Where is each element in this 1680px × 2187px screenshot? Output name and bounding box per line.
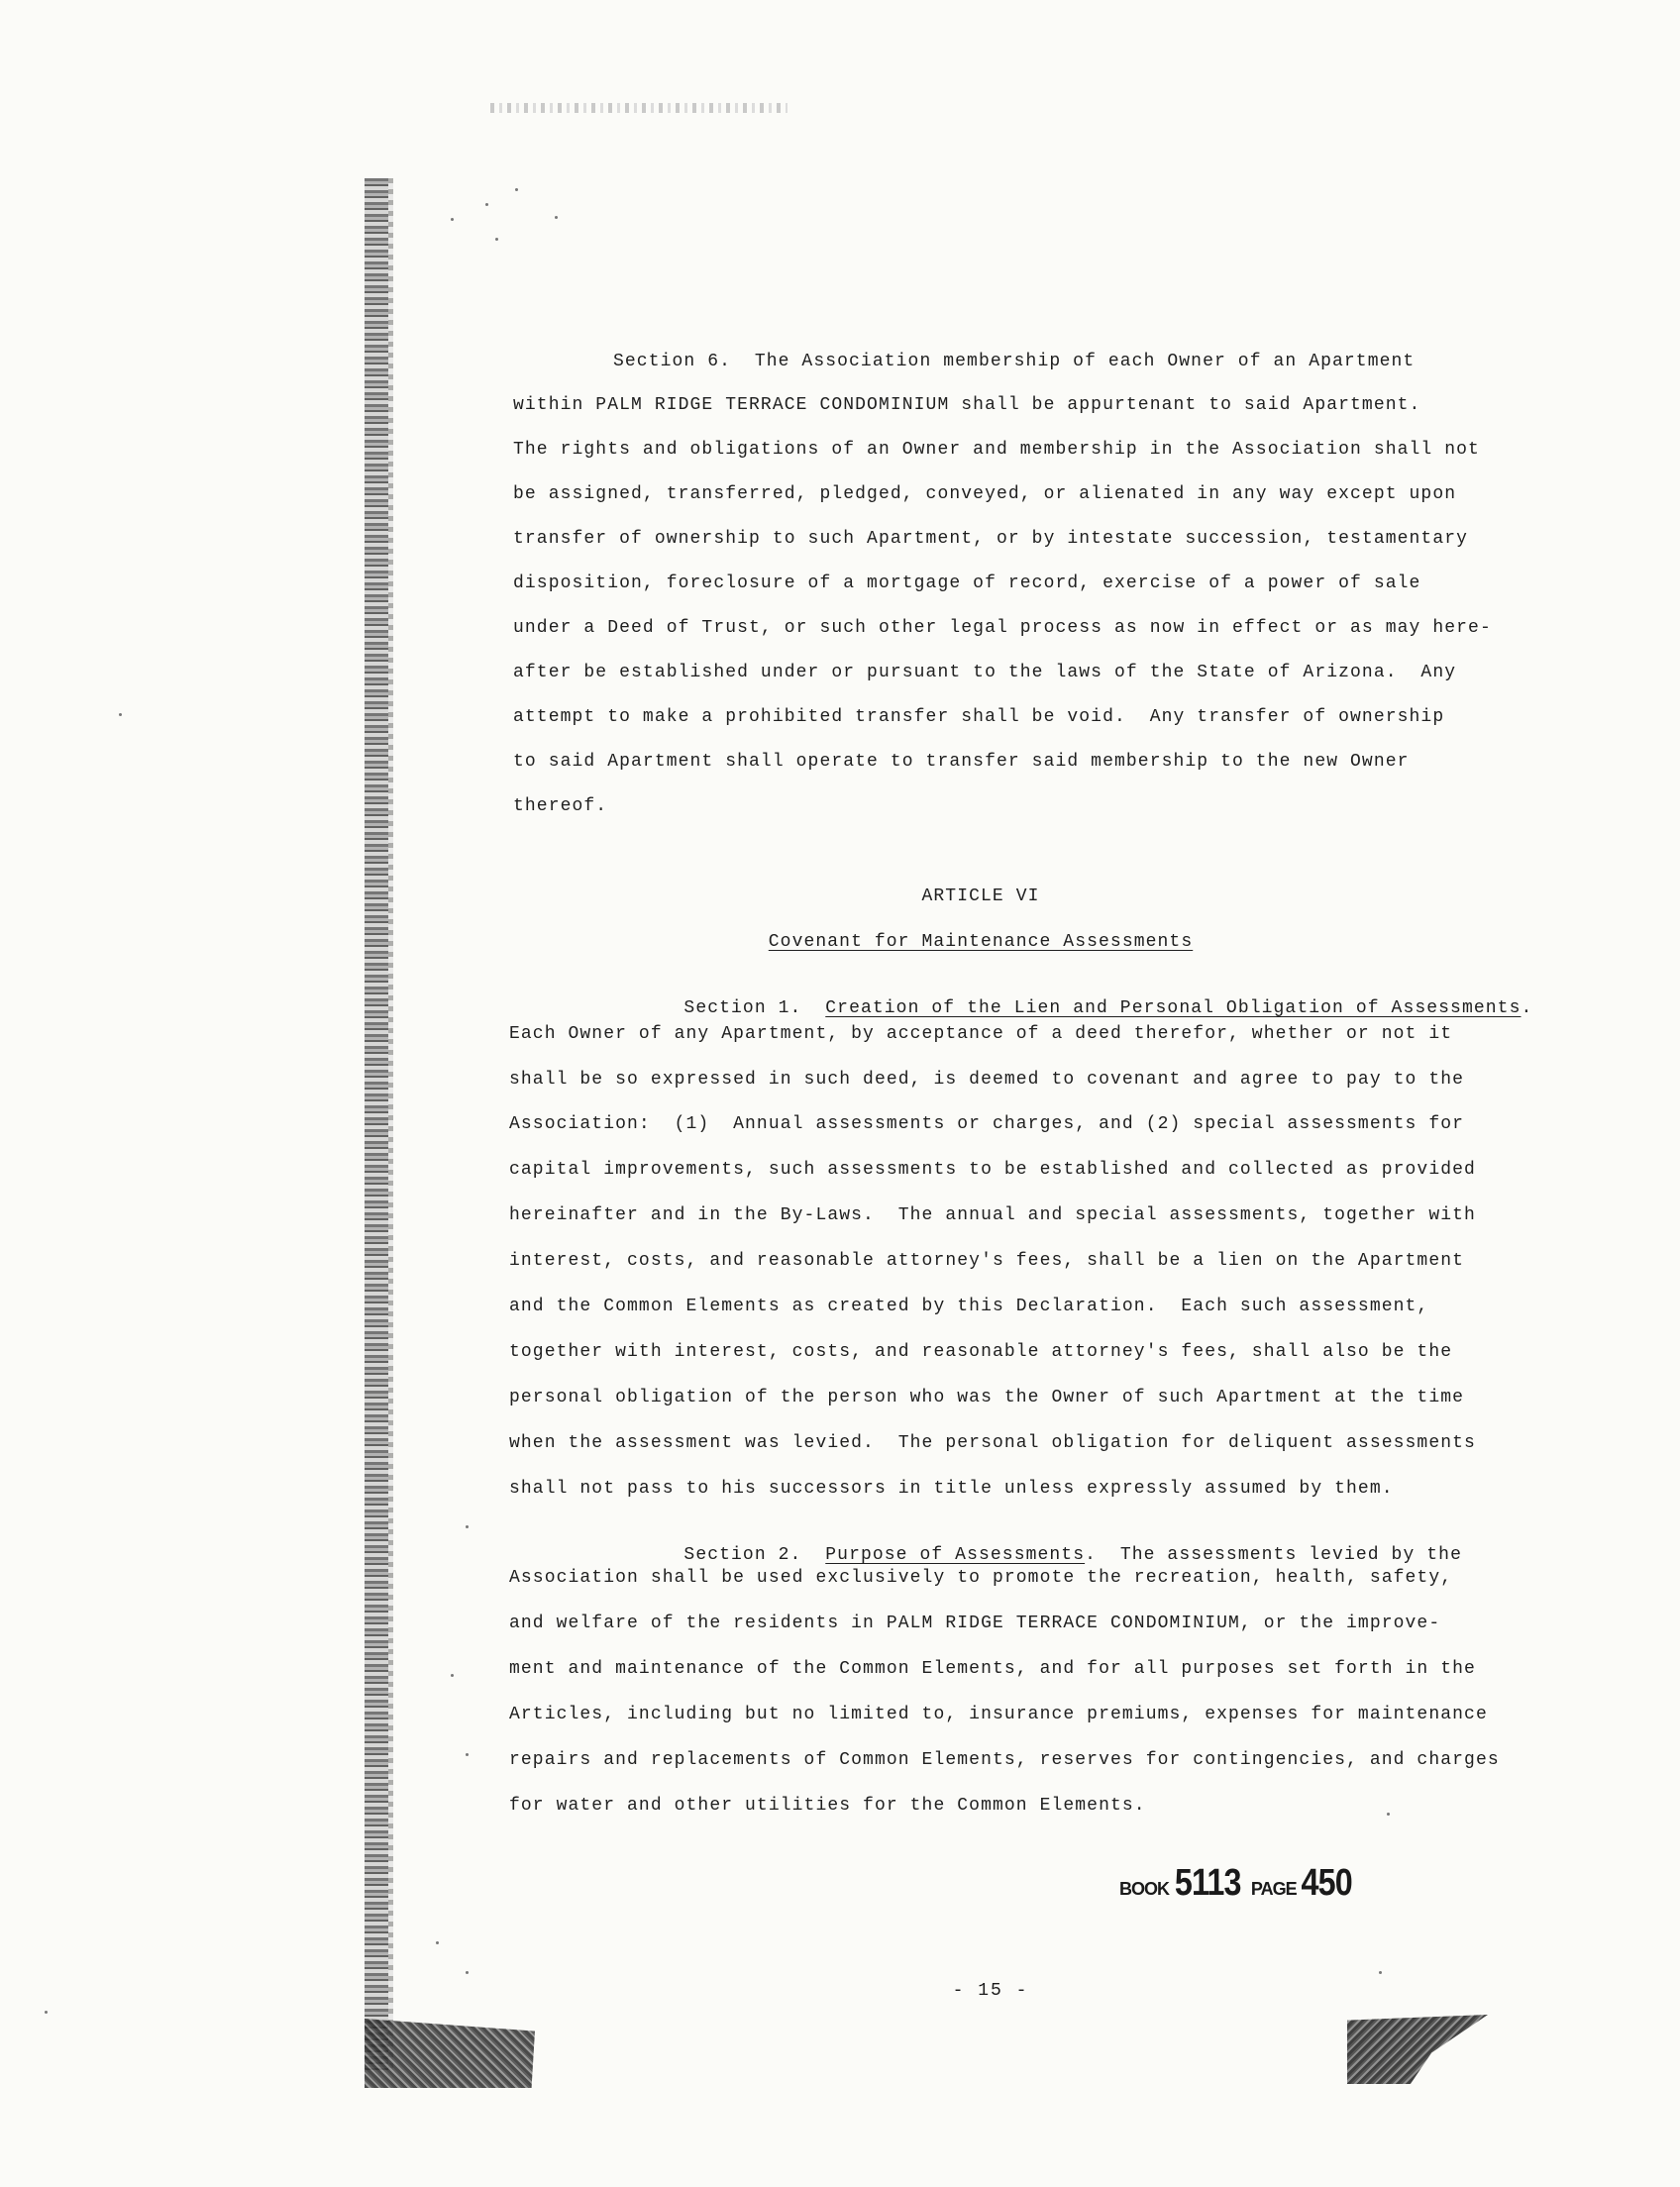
section-1-line: shall not pass to his successors in title unless expressly assumed by them. <box>509 1479 1394 1499</box>
section-1-line: personal obligation of the person who was the Owner of such Apartment at the time <box>509 1388 1465 1407</box>
footer-page-number: - 15 - <box>952 1981 1029 2001</box>
scan-blot-left <box>365 2019 535 2088</box>
section-1-line: hereinafter and in the By-Laws. The annual and special assessments, together with <box>509 1205 1476 1225</box>
section-2-line: and welfare of the residents in PALM RIDGE TERRACE CONDOMINIUM, or the improve- <box>509 1614 1441 1633</box>
section-6-line: disposition, foreclosure of a mortgage of record, exercise of a power of sale <box>513 573 1421 593</box>
section-1-label: Section 1. <box>683 998 802 1018</box>
section-6-line: thereof. <box>513 796 608 816</box>
section-2-heading: Section 2. Purpose of Assessments. The assessments levied by the <box>683 1545 1462 1565</box>
book-page-stamp <box>1119 1862 1356 1905</box>
book-number: 5113 <box>1174 1862 1241 1904</box>
section-1-line: shall be so expressed in such deed, is deemed to covenant and agree to pay to the <box>509 1070 1465 1090</box>
section-2-line: repairs and replacements of Common Elements, reserves for contingencies, and charges <box>509 1750 1500 1770</box>
section-1-line: and the Common Elements as created by this Declaration. Each such assessment, <box>509 1297 1429 1316</box>
section-2-line: ment and maintenance of the Common Elements, and for all purposes set forth in the <box>509 1659 1476 1679</box>
section-2-line: Association shall be used exclusively to promote the recreation, health, safety, <box>509 1568 1453 1588</box>
section-1-heading: Section 1. Creation of the Lien and Personal Obligation of Assessments. <box>683 998 1533 1018</box>
section-2-line: Articles, including but no limited to, insurance premiums, expenses for maintenance <box>509 1705 1488 1724</box>
section-6-line: attempt to make a prohibited transfer shall be void. Any transfer of ownership <box>513 707 1445 727</box>
page-label: PAGE <box>1250 1879 1297 1899</box>
section-2-line: for water and other utilities for the Common Elements. <box>509 1796 1146 1816</box>
section-2-title: Purpose of Assessments <box>825 1545 1086 1565</box>
article-heading: ARTICLE VI <box>921 886 1040 906</box>
section-6-line: be assigned, transferred, pledged, conveyed, or alienated in any way except upon <box>513 484 1457 504</box>
section-1-line: capital improvements, such assessments to be established and collected as provided <box>509 1160 1476 1180</box>
binding-edge-shadow <box>365 178 388 2070</box>
section-1-line: Association: (1) Annual assessments or charges, and (2) special assessments for <box>509 1114 1465 1134</box>
section-2-label: Section 2. <box>683 1545 802 1565</box>
section-6-line: after be established under or pursuant to the laws of the State of Arizona. Any <box>513 663 1457 682</box>
article-subheading: Covenant for Maintenance Assessments <box>768 932 1194 952</box>
section-1-line: Each Owner of any Apartment, by acceptance of a deed therefor, whether or not it <box>509 1024 1453 1044</box>
section-6-line: to said Apartment shall operate to transfer said membership to the new Owner <box>513 752 1410 772</box>
section-6-line: within PALM RIDGE TERRACE CONDOMINIUM shall be appurtenant to said Apartment. <box>513 395 1421 415</box>
section-6-line: The rights and obligations of an Owner and membership in the Association shall not <box>513 440 1480 460</box>
scan-smudge <box>490 103 788 113</box>
section-6-line: Section 6. The Association membership of each Owner of an Apartment <box>613 352 1416 371</box>
section-1-line: together with interest, costs, and reasonable attorney's fees, shall also be the <box>509 1342 1453 1362</box>
section-1-line: interest, costs, and reasonable attorney's fees, shall be a lien on the Apartment <box>509 1251 1465 1271</box>
section-1-title: Creation of the Lien and Personal Obligation of Assessments <box>825 998 1522 1018</box>
binding-edge-shadow-inner <box>388 178 393 2070</box>
scan-blot-right <box>1347 2015 1488 2084</box>
section-6-line: transfer of ownership to such Apartment, or by intestate succession, testamentary <box>513 529 1469 549</box>
section-6-line: under a Deed of Trust, or such other legal process as now in effect or as may here- <box>513 618 1492 638</box>
section-1-line: when the assessment was levied. The personal obligation for deliquent assessments <box>509 1433 1476 1453</box>
book-label: BOOK <box>1119 1879 1169 1899</box>
section-2-first-line-rest: The assessments levied by the <box>1097 1545 1462 1565</box>
page-number-stamp: 450 <box>1301 1862 1352 1904</box>
